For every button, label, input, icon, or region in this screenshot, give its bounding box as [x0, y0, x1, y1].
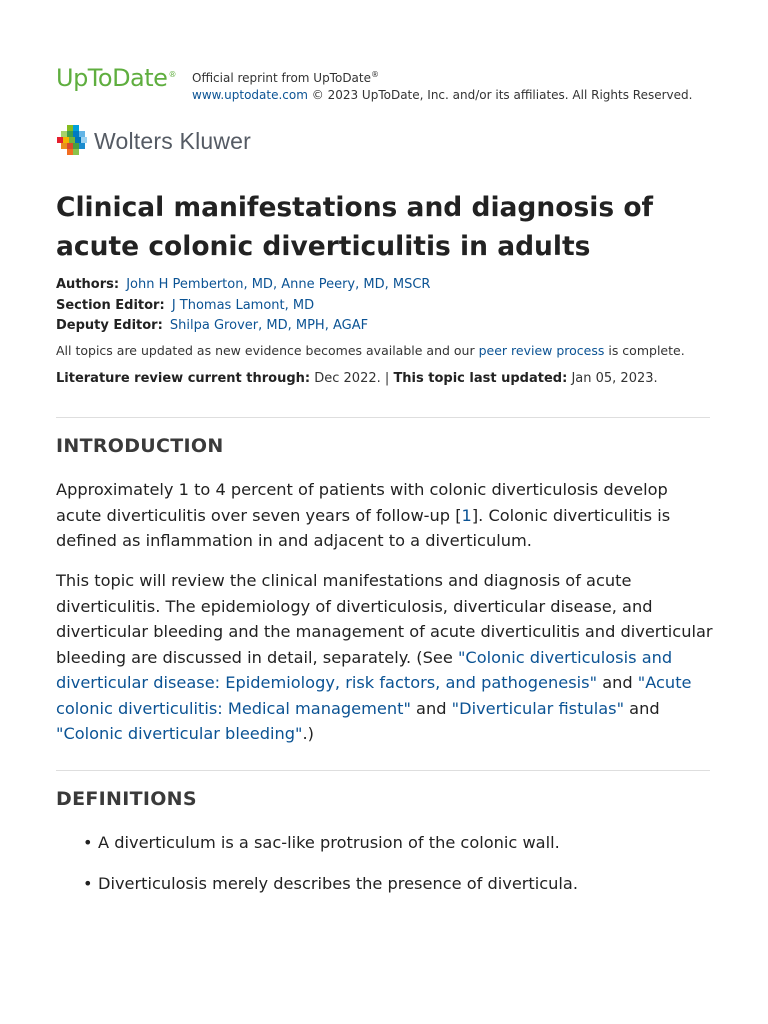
lit-review-date: Dec 2022.	[314, 371, 381, 386]
introduction-heading: INTRODUCTION	[56, 435, 224, 457]
section-editor-link[interactable]: J Thomas Lamont, MD	[171, 297, 315, 313]
topic-link-fistulas[interactable]: "Diverticular fistulas"	[451, 698, 625, 718]
intro-paragraph-1: Approximately 1 to 4 percent of patients with colonic diverticulosis develop acute diverticulitis over seven years of follow-up [1]. Colonic diverticulitis is defined as inflammation in and adjacent to a diverticulum.	[56, 480, 671, 550]
reprint-text: Official reprint from UpToDate	[192, 71, 371, 85]
update-notice: All topics are updated as new evidence becomes available and our peer review process is complete.	[56, 343, 685, 358]
publisher-name: Wolters Kluwer	[94, 127, 252, 154]
bullet-icon: •	[83, 833, 93, 852]
authors-link[interactable]: John H Pemberton, MD, Anne Peery, MD, MSCR	[126, 277, 431, 292]
topic-link-medical-management[interactable]: "Acute colonic diverticulitis: Medical management"	[56, 673, 692, 718]
deputy-editor-link[interactable]: Shilpa Grover, MD, MPH, AGAF	[169, 318, 369, 333]
wolters-kluwer-logo	[56, 124, 251, 158]
topic-link-diverticulosis[interactable]: "Colonic diverticulosis and diverticular disease: Epidemiology, risk factors, and pathogenesis"	[56, 647, 673, 692]
bullet-icon: •	[83, 874, 93, 893]
list-item: • Diverticulosis merely describes the presence of diverticula.	[56, 871, 716, 897]
divider	[56, 417, 710, 418]
topic-link-bleeding[interactable]: "Colonic diverticular bleeding"	[56, 724, 303, 743]
definitions-list	[56, 830, 716, 912]
review-dates: Literature review current through: Dec 2022. | This topic last updated: Jan 05, 2023.	[56, 371, 658, 386]
copyright-text: © 2023 UpToDate, Inc. and/or its affiliates. All Rights Reserved.	[311, 88, 693, 102]
deputy-editor-row: Deputy Editor: Shilpa Grover, MD, MPH, AGAF	[56, 318, 369, 333]
definitions-heading: DEFINITIONS	[56, 788, 197, 810]
uptodate-logo: UpToDate®	[56, 64, 176, 92]
peer-review-link[interactable]: peer review process	[478, 343, 605, 358]
authors-row: Authors: John H Pemberton, MD, Anne Peery, MD, MSCR	[56, 277, 431, 292]
article-title: Clinical manifestations and diagnosis of acute colonic diverticulitis in adults	[56, 192, 654, 262]
uptodate-site-link[interactable]: www.uptodate.com	[192, 88, 308, 102]
intro-paragraph-2: This topic will review the clinical manifestations and diagnosis of acute diverticulitis. The epidemiology of diverticulosis, diverticular disease, and diverticular bleeding and the management of acute diverticulitis and diverticular bleeding are discussed in detail, separately. (See "Colonic diverticulosis and diverticular disease: Epidemiology, risk factors, and pathogenesis" and "Acute colonic diverticulitis: Medical management" and "Diverticular fistulas" and "Colonic diverticular bleeding".)	[56, 571, 713, 743]
last-updated-date: Jan 05, 2023.	[571, 371, 658, 386]
reference-link[interactable]: 1	[461, 505, 472, 525]
article-credits	[56, 275, 430, 337]
list-item: • A diverticulum is a sac-like protrusion of the colonic wall.	[56, 830, 716, 856]
section-editor-row: Section Editor: J Thomas Lamont, MD	[56, 297, 315, 313]
wolters-kluwer-mark-icon	[56, 124, 90, 158]
reprint-notice: Official reprint from UpToDate® www.uptodate.com © 2023 UpToDate, Inc. and/or its affiliates. All Rights Reserved.	[192, 70, 693, 102]
divider	[56, 770, 710, 771]
header-brand-row	[56, 64, 716, 104]
